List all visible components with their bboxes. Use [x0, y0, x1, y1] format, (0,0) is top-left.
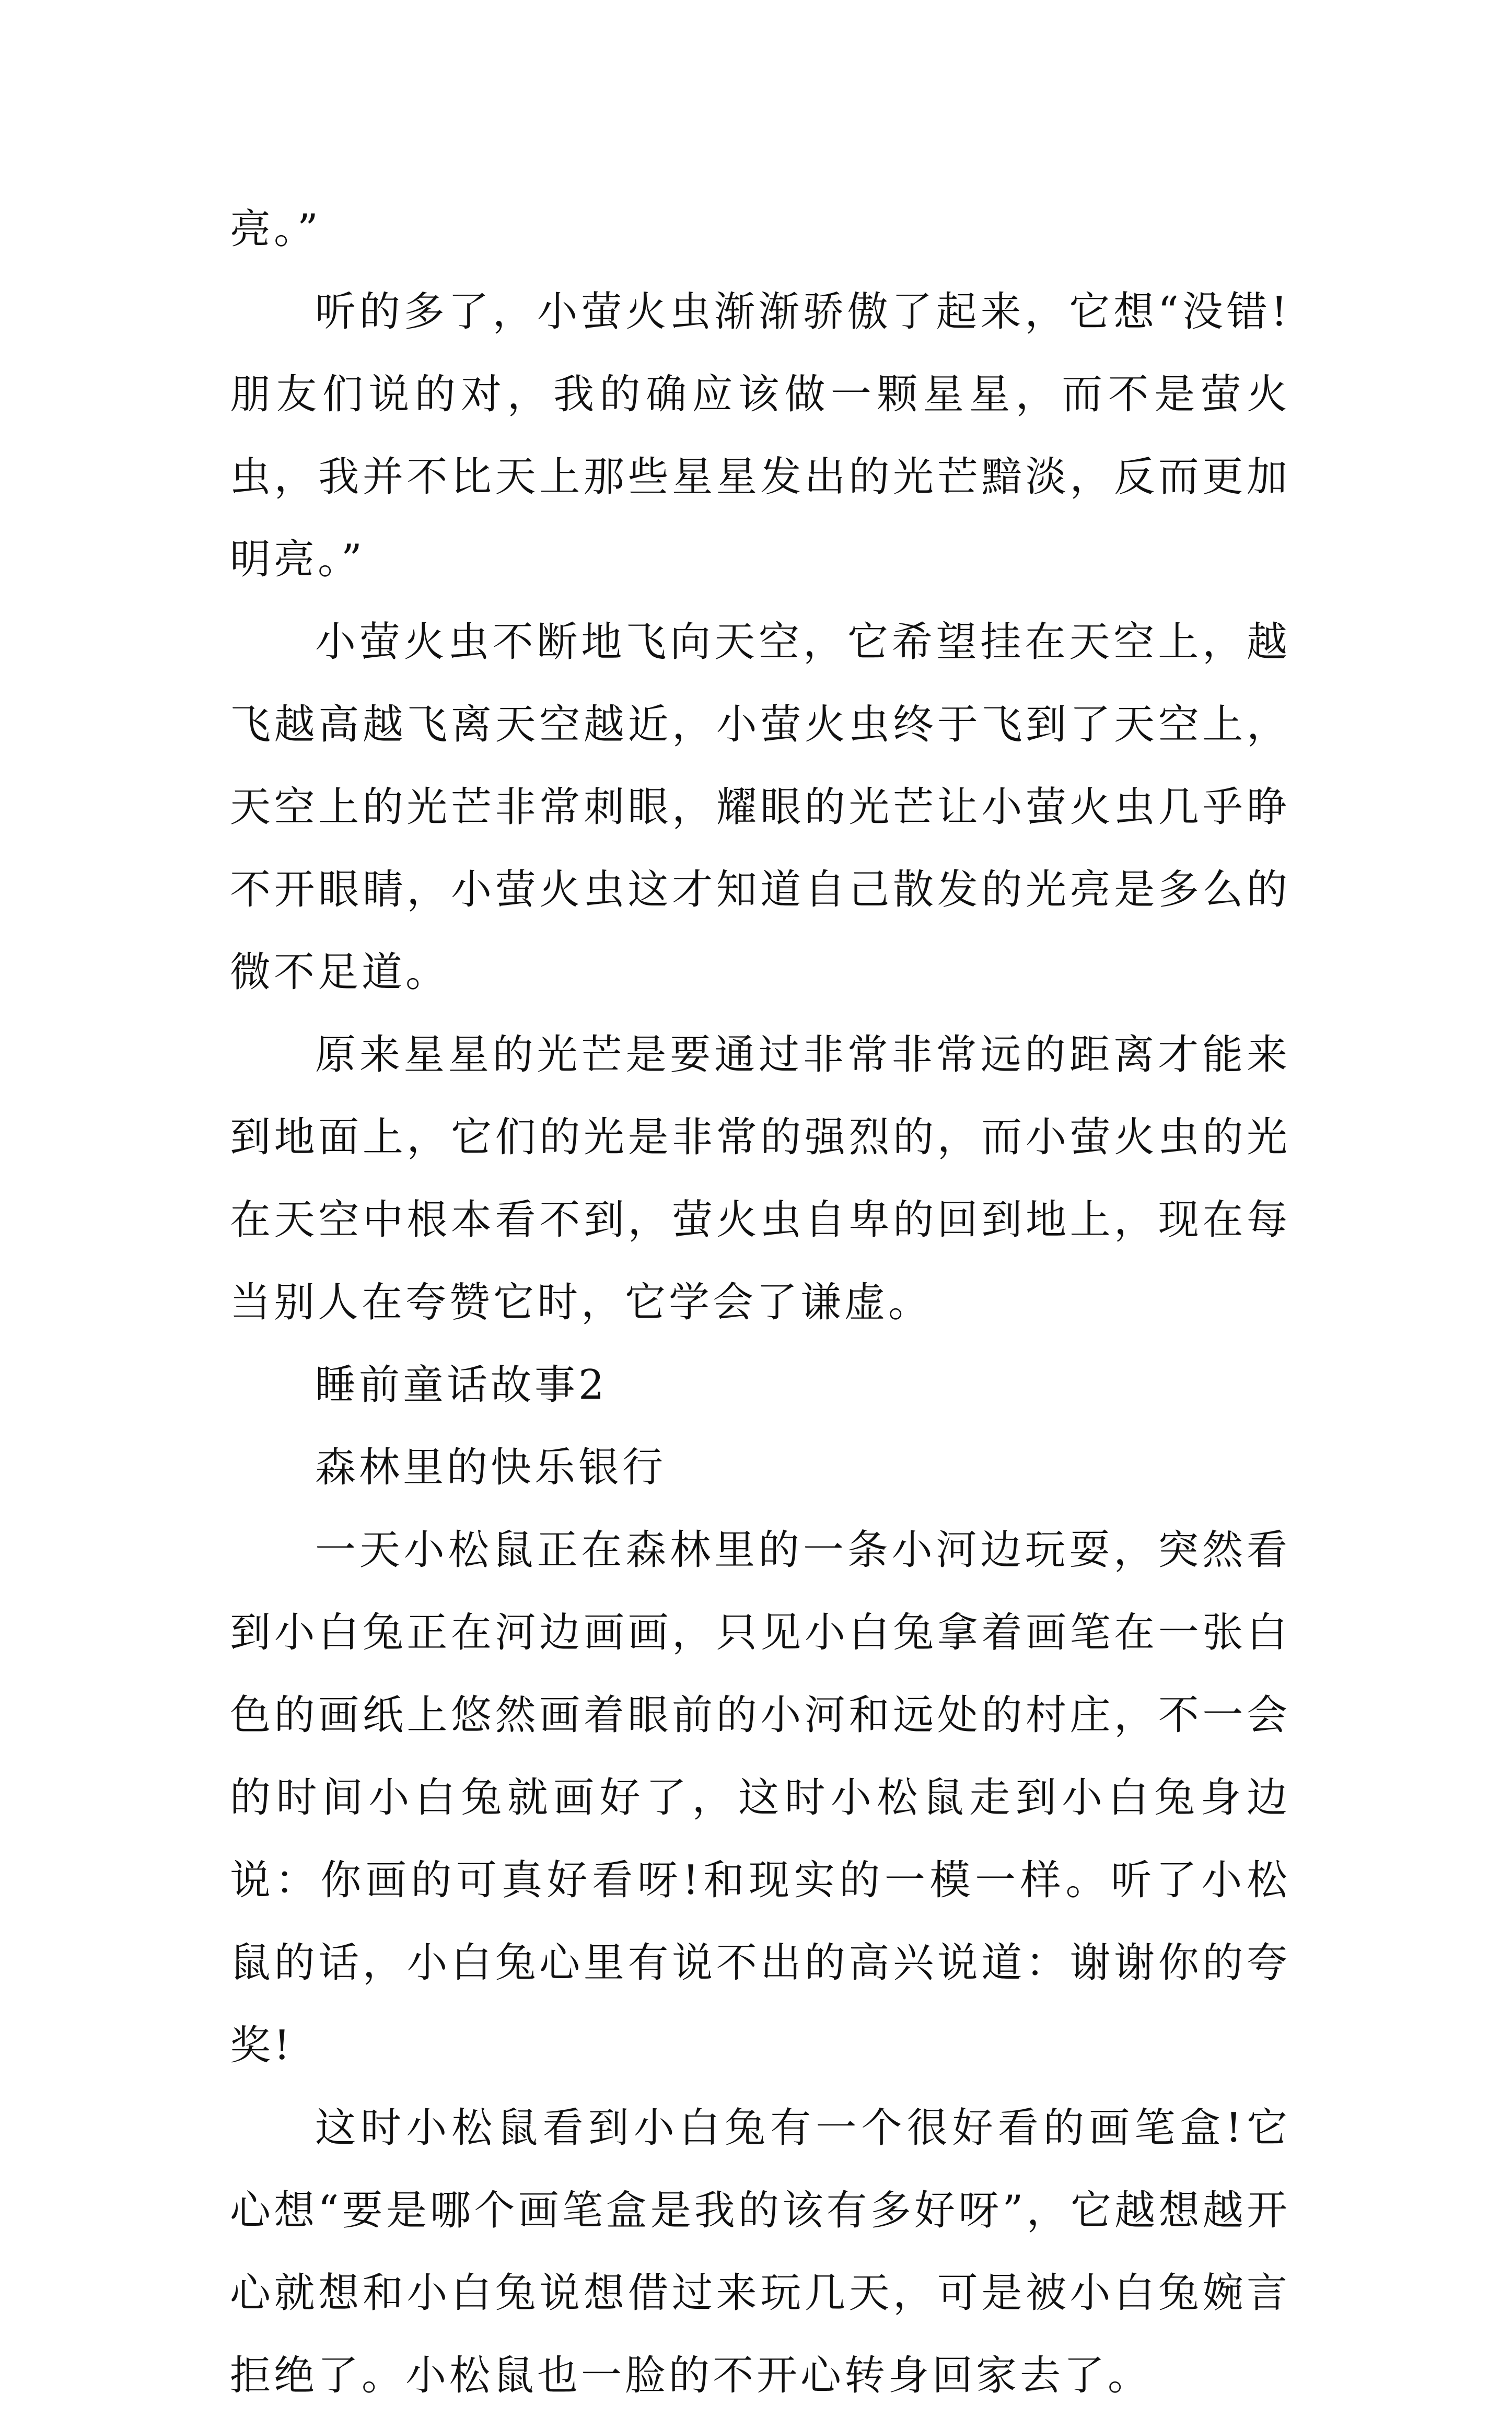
- document-body: [230, 188, 1290, 2417]
- story-title-heading: 森林里的快乐银行: [315, 1444, 667, 1491]
- paragraph-pencil-box: 这时小松鼠看到小白兔有一个很好看的画笔盒!它心想“要是哪个画笔盒是我的该有多好呀”，它越想越开心就想和小白兔说想借过来玩几天，可是被小白兔婉言拒绝了。小松鼠也一脸的不开心转身回家去了。: [230, 2105, 1290, 2399]
- paragraph-firefly-flies: 小萤火虫不断地飞向天空，它希望挂在天空上，越飞越高越飞离天空越近，小萤火虫终于飞到了天空上，天空上的光芒非常刺眼，耀眼的光芒让小萤火虫几乎睁不开眼睛，小萤火虫这才知道自己散发的光亮是多么的微不足道。: [230, 619, 1290, 996]
- paragraph-squirrel-rabbit: 一天小松鼠正在森林里的一条小河边玩耍，突然看到小白兔正在河边画画，只见小白兔拿着画笔在一张白色的画纸上悠然画着眼前的小河和远处的村庄，不一会的时间小白兔就画好了，这时小松鼠走到小白兔身边说：你画的可真好看呀!和现实的一模一样。听了小松鼠的话，小白兔心里有说不出的高兴说道：谢谢你的夸奖!: [230, 1527, 1290, 2069]
- story-number-heading: 睡前童话故事2: [315, 1362, 608, 1409]
- paragraph-firefly-humble: 原来星星的光芒是要通过非常非常远的距离才能来到地面上，它们的光是非常的强烈的，而小萤火虫的光在天空中根本看不到，萤火虫自卑的回到地上，现在每当别人在夸赞它时，它学会了谦虚。: [230, 1031, 1290, 1326]
- paragraph-firefly-proud: 听的多了，小萤火虫渐渐骄傲了起来，它想“没错!朋友们说的对，我的确应该做一颗星星，而不是萤火虫，我并不比天上那些星星发出的光芒黯淡，反而更加明亮。”: [230, 288, 1290, 583]
- paragraph-continuation: 亮。”: [230, 206, 321, 253]
